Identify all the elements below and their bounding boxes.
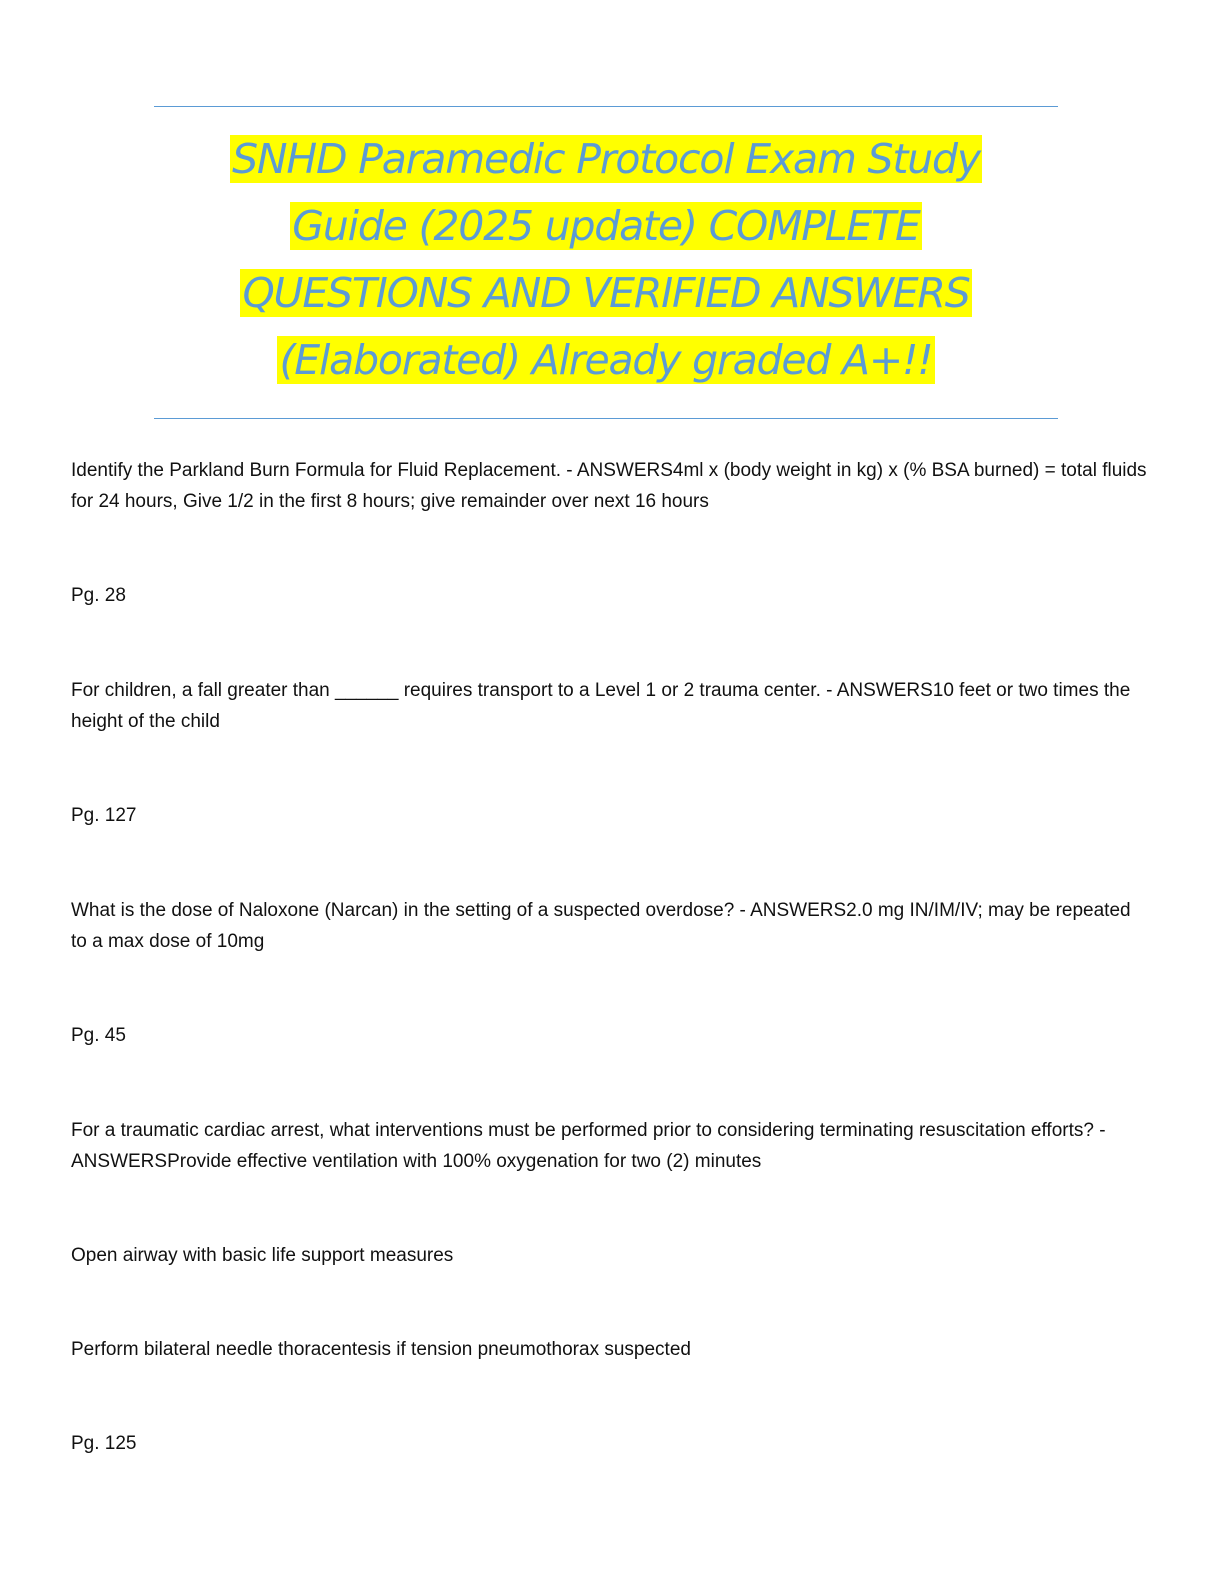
page-ref: Pg. 125 — [71, 1433, 137, 1454]
qa-pediatric-fall-height: For children, a fall greater than ______ requires transport to a Level 1 or 2 trauma center. - ANSWERS10 feet or two times the height of the child — [71, 680, 1131, 732]
answer-continuation: Perform bilateral needle thoracentesis if tension pneumothorax suspected — [71, 1339, 691, 1360]
qa-naloxone-dose: What is the dose of Naloxone (Narcan) in the setting of a suspected overdose? - ANSWERS2.0 mg IN/IM/IV; may be repeated to a max dose of 10mg — [71, 900, 1131, 952]
answer-continuation: Open airway with basic life support measures — [71, 1245, 454, 1266]
title-line-4: (Elaborated) Already graded A+!! — [279, 336, 933, 384]
qa-parkland-burn-formula: Identify the Parkland Burn Formula for Fluid Replacement. - ANSWERS4ml x (body weight in kg) x (% BSA burned) = total fluids for 24 hours, Give 1/2 in the first 8 hours; give remainder over next 16 hours — [71, 460, 1147, 512]
page-ref: Pg. 45 — [71, 1025, 126, 1046]
document-title — [154, 126, 1058, 394]
title-line-2: Guide (2025 update) COMPLETE — [292, 202, 920, 250]
title-line-3: QUESTIONS AND VERIFIED ANSWERS — [242, 269, 970, 317]
title-rule-bottom — [154, 418, 1058, 419]
title-line-1: SNHD Paramedic Protocol Exam Study — [232, 135, 980, 183]
page-ref: Pg. 127 — [71, 805, 137, 826]
page-ref: Pg. 28 — [71, 585, 126, 606]
title-rule-top — [154, 106, 1058, 107]
qa-traumatic-cardiac-arrest: For a traumatic cardiac arrest, what interventions must be performed prior to considering terminating resuscitation efforts? - ANSWERSProvide effective ventilation with 100% oxygenation for two (2) minutes — [71, 1120, 1106, 1172]
